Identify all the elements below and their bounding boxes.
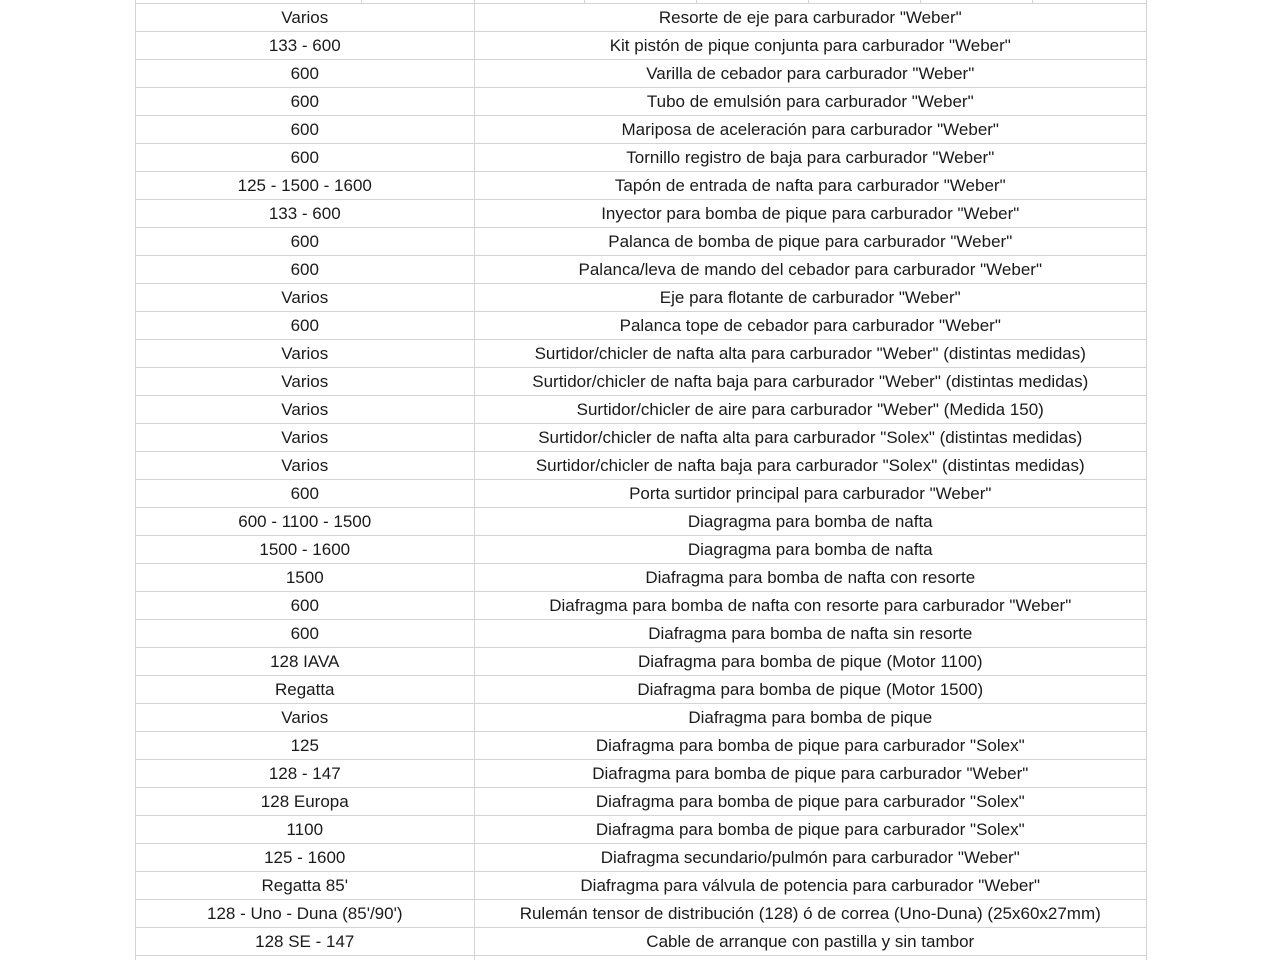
table-row	[136, 4, 1146, 32]
table-row	[136, 732, 1146, 760]
description-cell[interactable]: Diagragma para bomba de nafta	[474, 508, 1146, 536]
description-cell[interactable]: Cable de arranque con pastilla y sin tambor	[474, 928, 1146, 956]
table-row	[136, 284, 1146, 312]
description-cell[interactable]: Resorte de eje para carburador "Weber"	[474, 4, 1146, 32]
column-divider	[920, 0, 921, 3]
model-cell[interactable]: Varios	[136, 340, 474, 368]
sheet-top-edge	[136, 0, 1146, 4]
table-row	[136, 200, 1146, 228]
model-cell[interactable]: Varios	[136, 424, 474, 452]
table-row	[136, 564, 1146, 592]
description-cell[interactable]: Surtidor/chicler de nafta baja para carburador "Solex" (distintas medidas)	[474, 452, 1146, 480]
model-cell[interactable]: 1500	[136, 564, 474, 592]
column-divider	[474, 0, 475, 3]
model-cell[interactable]: 600	[136, 620, 474, 648]
table-row	[136, 648, 1146, 676]
table-row	[136, 228, 1146, 256]
description-cell[interactable]: Rulemán tensor de distribución (128) ó de correa (Uno-Duna) (25x60x27mm)	[474, 900, 1146, 928]
table-row	[136, 760, 1146, 788]
table-row	[136, 956, 1146, 960]
model-cell[interactable]: 128 Europa	[136, 788, 474, 816]
description-cell[interactable]: Kit pistón de pique conjunta para carburador "Weber"	[474, 32, 1146, 60]
description-cell[interactable]: Diafragma para bomba de pique para carburador "Solex"	[474, 788, 1146, 816]
table-row	[136, 844, 1146, 872]
model-cell[interactable]: Varios	[136, 704, 474, 732]
model-cell[interactable]: 128 IAVA	[136, 648, 474, 676]
description-cell[interactable]: Diafragma para bomba de nafta con resorte para carburador "Weber"	[474, 592, 1146, 620]
model-cell[interactable]: 1500 - 1600	[136, 536, 474, 564]
model-cell[interactable]: 133 - 600	[136, 200, 474, 228]
description-cell[interactable]: Surtidor/chicler de nafta alta para carburador "Solex" (distintas medidas)	[474, 424, 1146, 452]
description-cell[interactable]: Diafragma para bomba de pique	[474, 704, 1146, 732]
table-row	[136, 116, 1146, 144]
model-cell[interactable]: 133 - 600	[136, 32, 474, 60]
model-cell[interactable]: 600 - 1100 - 1500	[136, 508, 474, 536]
model-cell[interactable]: 125	[136, 732, 474, 760]
model-cell[interactable]: Regatta 85'	[136, 872, 474, 900]
table-row	[136, 788, 1146, 816]
model-cell[interactable]: 600	[136, 480, 474, 508]
table-row	[136, 704, 1146, 732]
description-cell[interactable]: Diafragma para válvula de potencia para carburador "Weber"	[474, 872, 1146, 900]
table-row	[136, 620, 1146, 648]
description-cell[interactable]: Diafragma para bomba de pique para carburador "Weber"	[474, 760, 1146, 788]
model-cell[interactable]: Varios	[136, 284, 474, 312]
model-cell[interactable]: 128 - 147	[136, 760, 474, 788]
table-row	[136, 60, 1146, 88]
description-cell[interactable]	[474, 956, 1146, 960]
description-cell[interactable]: Porta surtidor principal para carburador "Weber"	[474, 480, 1146, 508]
model-cell[interactable]: Varios	[136, 4, 474, 32]
column-divider	[584, 0, 585, 3]
model-cell[interactable]	[136, 956, 474, 960]
model-cell[interactable]: Varios	[136, 368, 474, 396]
model-cell[interactable]: 1100	[136, 816, 474, 844]
description-cell[interactable]: Palanca tope de cebador para carburador "Weber"	[474, 312, 1146, 340]
table-row	[136, 172, 1146, 200]
column-divider	[808, 0, 809, 3]
column-divider	[1032, 0, 1033, 3]
table-row	[136, 508, 1146, 536]
column-divider	[361, 0, 362, 3]
description-cell[interactable]: Diafragma para bomba de pique (Motor 1500)	[474, 676, 1146, 704]
table-row	[136, 256, 1146, 284]
model-cell[interactable]: 125 - 1600	[136, 844, 474, 872]
description-cell[interactable]: Palanca de bomba de pique para carburador "Weber"	[474, 228, 1146, 256]
model-cell[interactable]: 600	[136, 60, 474, 88]
model-cell[interactable]: 600	[136, 228, 474, 256]
model-cell[interactable]: 600	[136, 144, 474, 172]
description-cell[interactable]: Diafragma para bomba de pique (Motor 1100)	[474, 648, 1146, 676]
table-row	[136, 900, 1146, 928]
table-row	[136, 536, 1146, 564]
description-cell[interactable]: Surtidor/chicler de aire para carburador "Weber" (Medida 150)	[474, 396, 1146, 424]
description-cell[interactable]: Tubo de emulsión para carburador "Weber"	[474, 88, 1146, 116]
description-cell[interactable]: Varilla de cebador para carburador "Weber"	[474, 60, 1146, 88]
description-cell[interactable]: Tapón de entrada de nafta para carburador "Weber"	[474, 172, 1146, 200]
table-row	[136, 592, 1146, 620]
model-cell[interactable]: 600	[136, 256, 474, 284]
table-row	[136, 452, 1146, 480]
column-divider	[696, 0, 697, 3]
table-row	[136, 396, 1146, 424]
description-cell[interactable]: Diafragma para bomba de nafta sin resorte	[474, 620, 1146, 648]
table-row	[136, 368, 1146, 396]
description-cell[interactable]: Mariposa de aceleración para carburador "Weber"	[474, 116, 1146, 144]
table-row	[136, 312, 1146, 340]
model-cell[interactable]: 128 SE - 147	[136, 928, 474, 956]
description-cell[interactable]: Tornillo registro de baja para carburador "Weber"	[474, 144, 1146, 172]
model-cell[interactable]: 128 - Uno - Duna (85'/90')	[136, 900, 474, 928]
description-cell[interactable]: Diafragma para bomba de pique para carburador "Solex"	[474, 816, 1146, 844]
model-cell[interactable]: 600	[136, 312, 474, 340]
table-row	[136, 480, 1146, 508]
description-cell[interactable]: Diafragma secundario/pulmón para carburador "Weber"	[474, 844, 1146, 872]
description-cell[interactable]: Palanca/leva de mando del cebador para carburador "Weber"	[474, 256, 1146, 284]
model-cell[interactable]: 600	[136, 592, 474, 620]
parts-table	[136, 4, 1146, 960]
model-cell[interactable]: 125 - 1500 - 1600	[136, 172, 474, 200]
table-row	[136, 676, 1146, 704]
description-cell[interactable]: Inyector para bomba de pique para carburador "Weber"	[474, 200, 1146, 228]
description-cell[interactable]: Diagragma para bomba de nafta	[474, 536, 1146, 564]
model-cell[interactable]: 600	[136, 88, 474, 116]
description-cell[interactable]: Diafragma para bomba de nafta con resorte	[474, 564, 1146, 592]
description-cell[interactable]: Eje para flotante de carburador "Weber"	[474, 284, 1146, 312]
description-cell[interactable]: Diafragma para bomba de pique para carburador "Solex"	[474, 732, 1146, 760]
model-cell[interactable]: Varios	[136, 452, 474, 480]
table-row	[136, 32, 1146, 60]
table-row	[136, 816, 1146, 844]
spreadsheet-table	[135, 0, 1147, 960]
model-cell[interactable]: Varios	[136, 396, 474, 424]
model-cell[interactable]: 600	[136, 116, 474, 144]
description-cell[interactable]: Surtidor/chicler de nafta baja para carburador "Weber" (distintas medidas)	[474, 368, 1146, 396]
table-row	[136, 340, 1146, 368]
table-row	[136, 928, 1146, 956]
description-cell[interactable]: Surtidor/chicler de nafta alta para carburador "Weber" (distintas medidas)	[474, 340, 1146, 368]
table-row	[136, 872, 1146, 900]
table-row	[136, 88, 1146, 116]
model-cell[interactable]: Regatta	[136, 676, 474, 704]
table-row	[136, 144, 1146, 172]
table-row	[136, 424, 1146, 452]
